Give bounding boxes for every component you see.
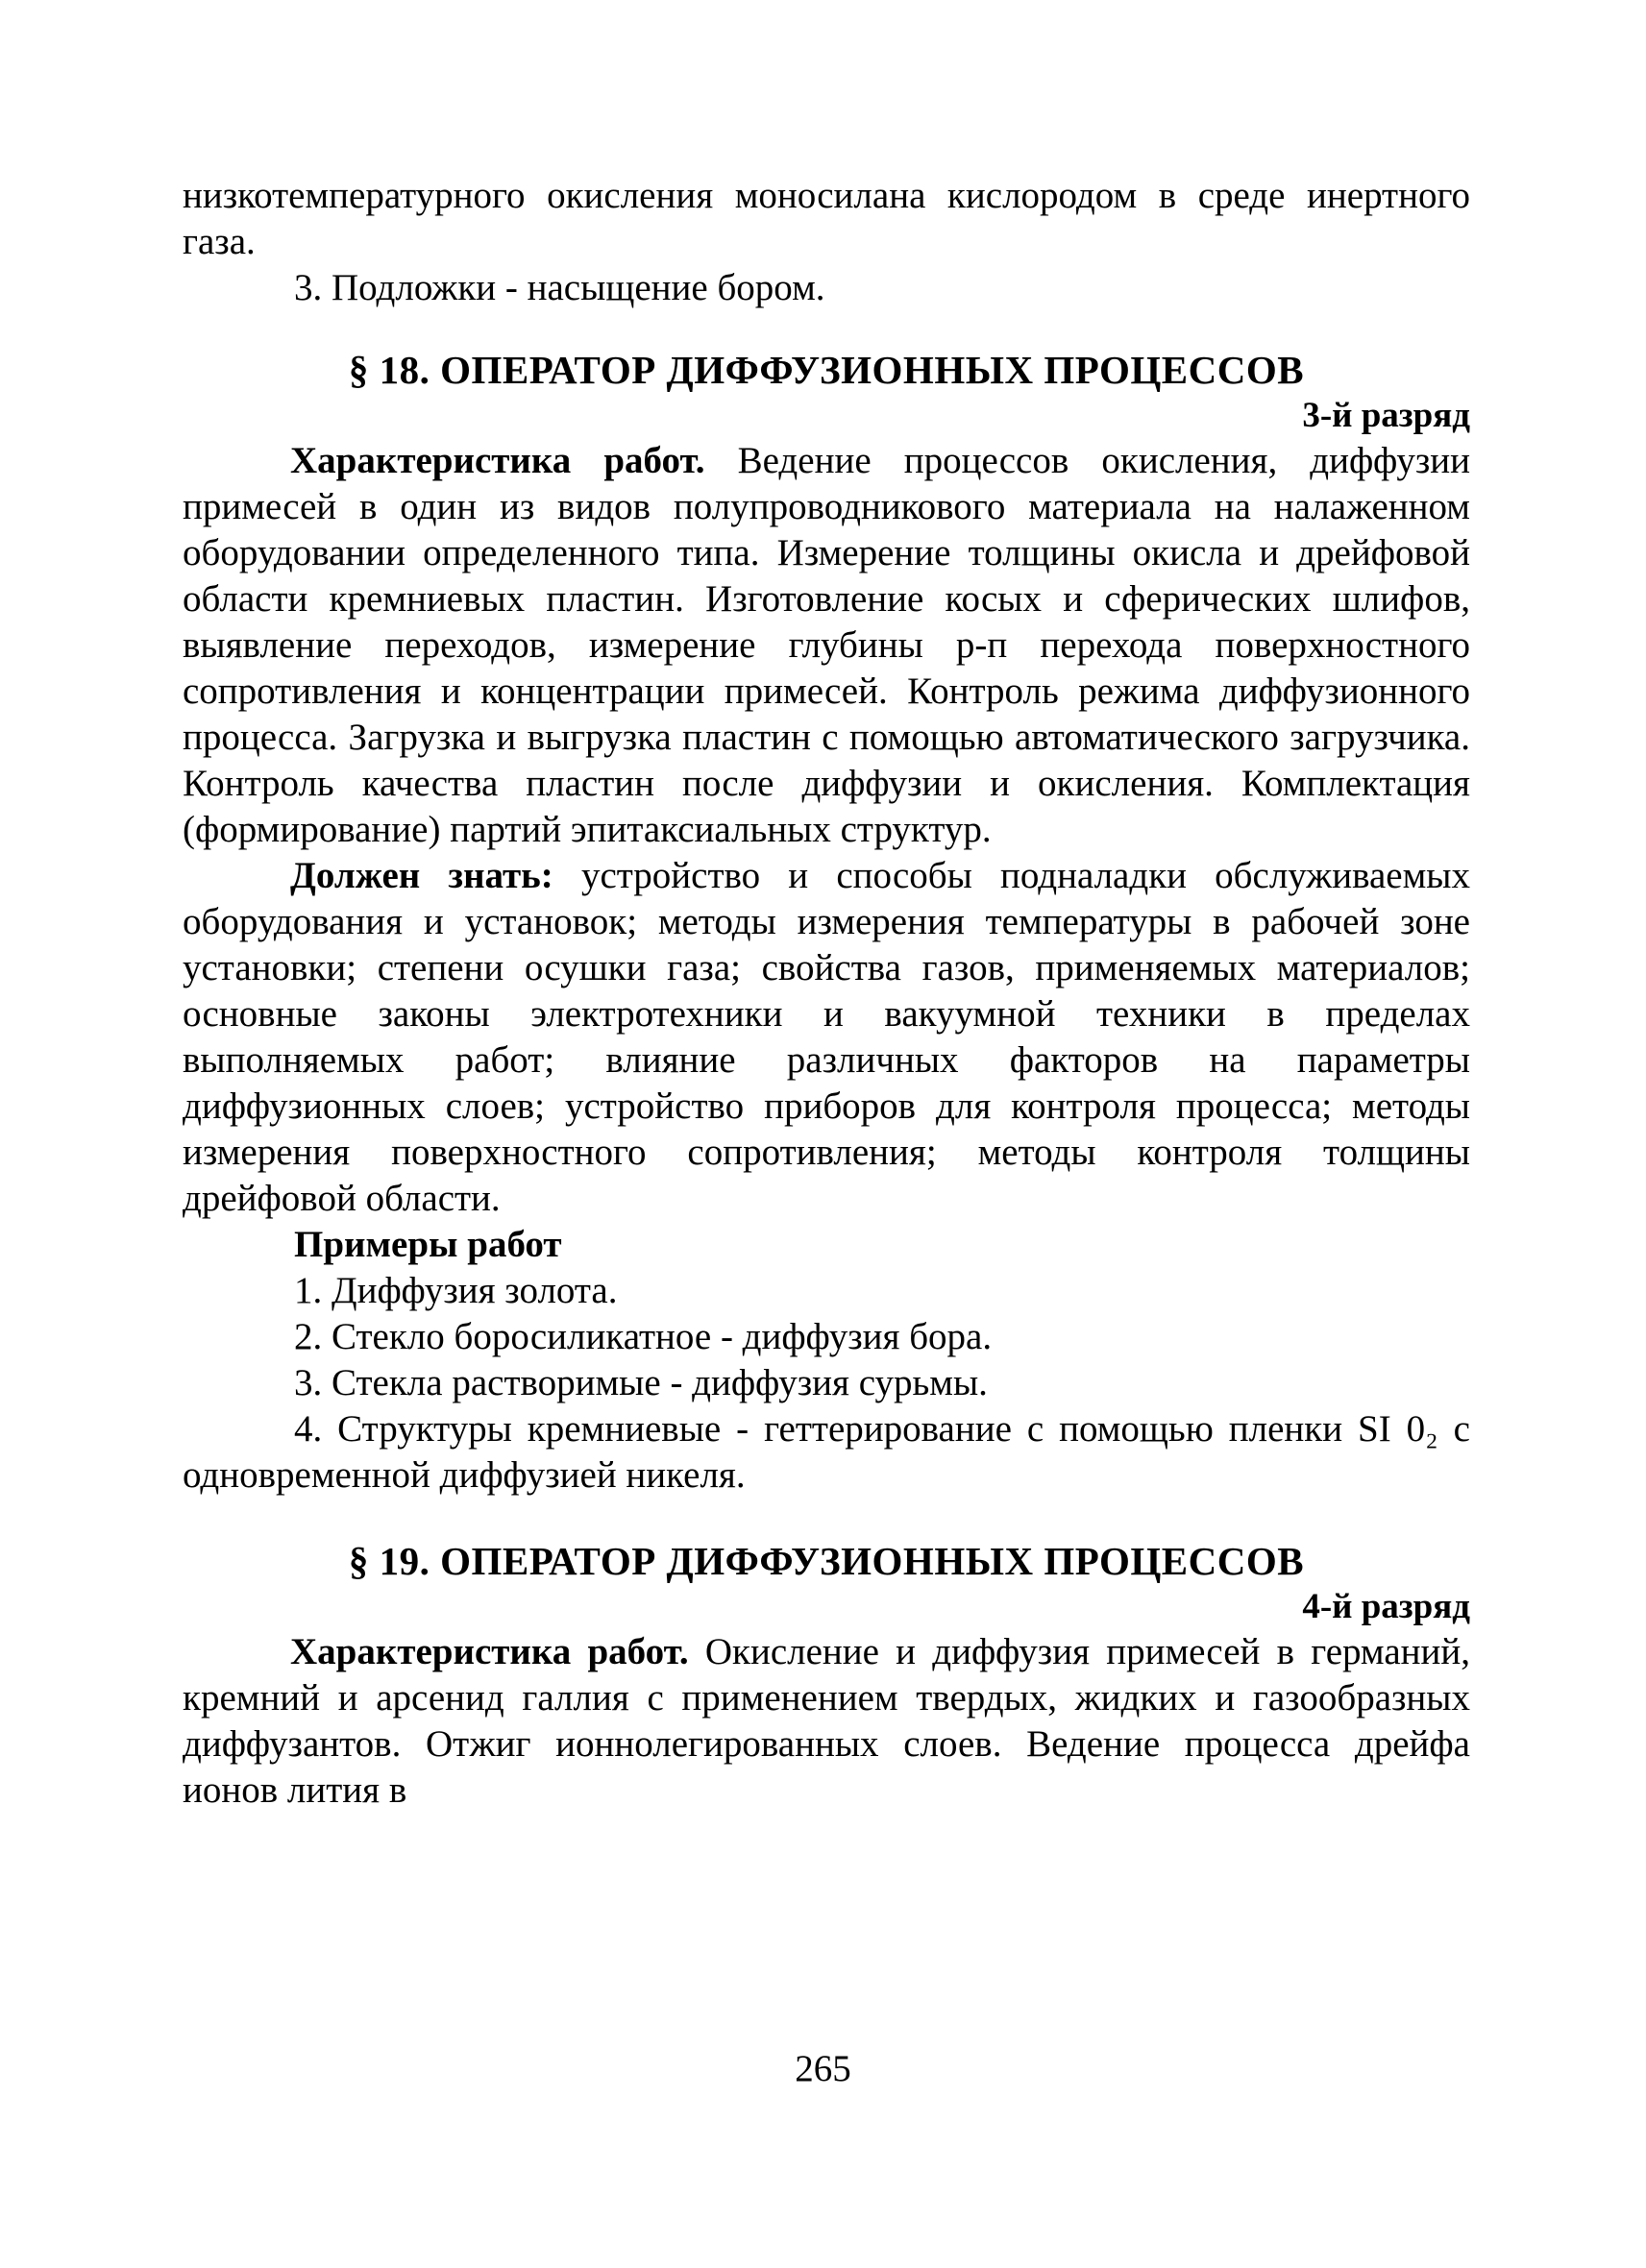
knowledge-paragraph-18: [183, 853, 1470, 1222]
list-item: 1. Диффузия золота.: [294, 1270, 618, 1311]
grade-label-18: 3-й разряд: [1302, 396, 1470, 435]
knowledge-label: Должен знать:: [290, 855, 553, 896]
section-heading-19: § 19. ОПЕРАТОР ДИФФУЗИОННЫХ ПРОЦЕССОВ: [348, 1539, 1305, 1583]
page-number: 265: [795, 2048, 851, 2089]
knowledge-text: устройство и способы подналадки обслуживаемых оборудования и установок; методы измерения температуры в рабочей зоне установки; степени осушки газа; свойства газов, применяемых материалов; основные законы электротехники и вакуумной техники в пределах выполняемых работ; влияние различных факторов на параметры диффузионных слоев; устройство приборов для контроля процесса; методы измерения поверхностного сопротивления; методы контроля толщины дрейфовой области.: [183, 855, 1470, 1219]
characteristics-label: Характеристика работ.: [290, 440, 705, 481]
list-item: 4. Структуры кремниевые - геттерирование с помощью пленки SI 0₂ с одновременной диффузией никеля.: [183, 1408, 1470, 1496]
document-page: [183, 173, 1470, 1814]
grade-label-19: 4-й разряд: [1302, 1587, 1470, 1626]
characteristics-label: Характеристика работ.: [290, 1631, 689, 1672]
spacer: [183, 1499, 1470, 1537]
characteristics-text: Ведение процессов окисления, диффузии примесей в один из видов полупроводникового материала на налаженном оборудовании определенного типа. Измерение толщины окисла и дрейфовой области кремниевых пластин. Изготовление косых и сферических шлифов, выявление переходов, измерение глубины р-п перехода поверхностного сопротивления и концентрации примесей. Контроль режима диффузионного процесса. Загрузка и выгрузка пластин с помощью автоматического загрузчика. Контроль качества пластин после диффузии и окисления. Комплектация (формирование) партий эпитаксиальных структур.: [183, 440, 1470, 850]
list-item: 3. Стекла растворимые - диффузия сурьмы.: [294, 1362, 988, 1403]
list-item: 3. Подложки - насыщение бором.: [294, 267, 825, 308]
spacer: [183, 311, 1470, 346]
examples-heading: Примеры работ: [294, 1224, 562, 1265]
section-heading-18: § 18. ОПЕРАТОР ДИФФУЗИОННЫХ ПРОЦЕССОВ: [348, 348, 1305, 392]
characteristics-paragraph-19: [183, 1629, 1470, 1814]
top-paragraph: низкотемпературного окисления моносилана кислородом в среде инертного газа.: [183, 175, 1470, 262]
list-item: 2. Стекло боросиликатное - диффузия бора.: [294, 1316, 993, 1357]
characteristics-paragraph-18: [183, 438, 1470, 853]
characteristics-text: Окисление и диффузия примесей в германий, кремний и арсенид галлия с применением твердых, жидких и газообразных диффузантов. Отжиг ионнолегированных слоев. Ведение процесса дрейфа ионов лития в: [183, 1631, 1471, 1811]
